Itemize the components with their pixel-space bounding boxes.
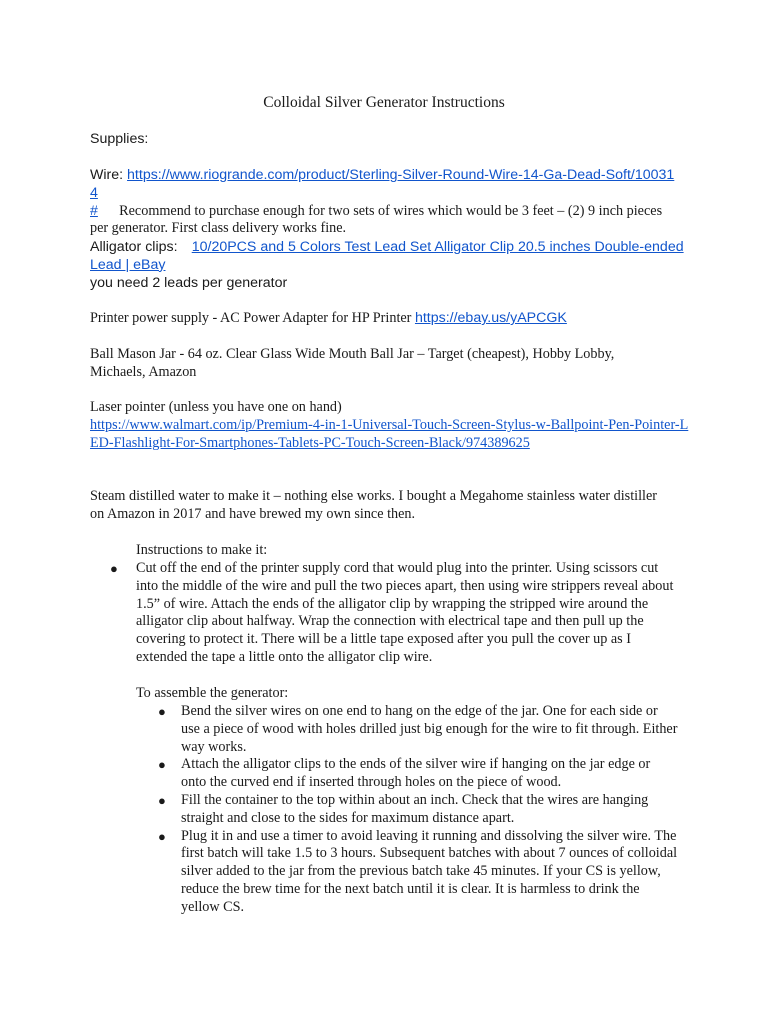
alligator-label: Alligator clips: bbox=[90, 239, 178, 255]
bullet-icon: ● bbox=[158, 704, 166, 719]
assemble-list bbox=[158, 703, 678, 917]
printer-label: Printer power supply - AC Power Adapter for HP Printer bbox=[90, 310, 415, 326]
laser-paragraph bbox=[90, 399, 690, 452]
laser-link[interactable]: https://www.walmart.com/ip/Premium-4-in-1-Universal-Touch-Screen-Stylus-w-Ballpoint-Pen-Pointer-LED-Flashlight-For-Smartphones-Tablets-PC-Touch-Screen-Black/974389625 bbox=[90, 416, 689, 451]
assemble-heading: To assemble the generator: bbox=[136, 685, 289, 701]
water-paragraph: Steam distilled water to make it – nothing else works. I bought a Megahome stainless water distiller on Amazon in 2017 and have brewed my own since then. bbox=[90, 488, 657, 522]
wire-paragraph bbox=[90, 167, 680, 238]
printer-link[interactable]: https://ebay.us/yAPCGK bbox=[414, 310, 567, 326]
instructions-heading: Instructions to make it: bbox=[136, 542, 268, 558]
document-title: Colloidal Silver Generator Instructions bbox=[263, 94, 505, 111]
bullet-icon: ● bbox=[158, 792, 166, 808]
instructions-list bbox=[110, 560, 680, 667]
jar-paragraph: Ball Mason Jar - 64 oz. Clear Glass Wide Mouth Ball Jar – Target (cheapest), Hobby Lobby, Michaels, Amazon bbox=[90, 346, 615, 380]
assemble-step-text: Bend the silver wires on one end to hang on the edge of the jar. One for each side or use a piece of wood with holes drilled just big enough for the wire to fit through. Either way works. bbox=[181, 703, 678, 755]
laser-label: Laser pointer (unless you have one on hand) bbox=[90, 399, 342, 415]
list-item bbox=[158, 792, 678, 828]
list-item bbox=[158, 756, 678, 792]
alligator-link[interactable]: 10/20PCS and 5 Colors Test Lead Set Alligator Clip 20.5 inches Double-ended Lead | eBay bbox=[90, 239, 684, 273]
assemble-step-text: Attach the alligator clips to the ends of the silver wire if hanging on the jar edge or onto the curved end if inserted through holes on the piece of wood. bbox=[181, 756, 651, 791]
wire-description: Recommend to purchase enough for two sets of wires which would be 3 feet – (2) 9 inch pieces per generator. First class delivery works fine. bbox=[90, 202, 663, 237]
bullet-icon: ● bbox=[158, 828, 166, 844]
alligator-note: you need 2 leads per generator bbox=[90, 274, 288, 291]
wire-link-anchor[interactable]: # bbox=[90, 202, 98, 219]
bullet-icon: ● bbox=[110, 561, 118, 576]
assemble-step-text: Plug it in and use a timer to avoid leaving it running and dissolving the silver wire. The first batch will take 1.5 to 3 hours. Subsequent batches with about 7 ounces of colloidal silver added to the jar from the previous batch take 45 minutes. If your CS is yellow, reduce the brew time for the next batch until it is clear. It is harmless to drink the yellow CS. bbox=[181, 827, 678, 915]
wire-label: Wire: bbox=[90, 167, 128, 183]
instruction-text: Cut off the end of the printer supply cord that would plug into the printer. Using scissors cut into the middle of the wire and pull the two pieces apart, then using wire strippers reveal about 1.5” of wire. Attach the ends of the alligator clip by wrapping the stripped wire around the alligator clip about halfway. Wrap the connection with electrical tape and then pull up the covering to protect it. There will be a little tape exposed after you pull the cover up as I extended the tape a little onto the alligator clip wire. bbox=[136, 560, 674, 665]
assemble-step-text: Fill the container to the top within about an inch. Check that the wires are hanging straight and close to the sides for maximum distance apart. bbox=[181, 791, 649, 826]
bullet-icon: ● bbox=[158, 757, 166, 773]
printer-paragraph bbox=[90, 310, 690, 328]
list-item bbox=[158, 828, 678, 917]
wire-link[interactable]: https://www.riogrande.com/product/Sterling-Silver-Round-Wire-14-Ga-Dead-Soft/100314 bbox=[90, 167, 675, 201]
list-item bbox=[110, 560, 680, 667]
list-item bbox=[158, 703, 678, 756]
alligator-paragraph bbox=[90, 239, 690, 292]
supplies-heading: Supplies: bbox=[90, 131, 149, 147]
